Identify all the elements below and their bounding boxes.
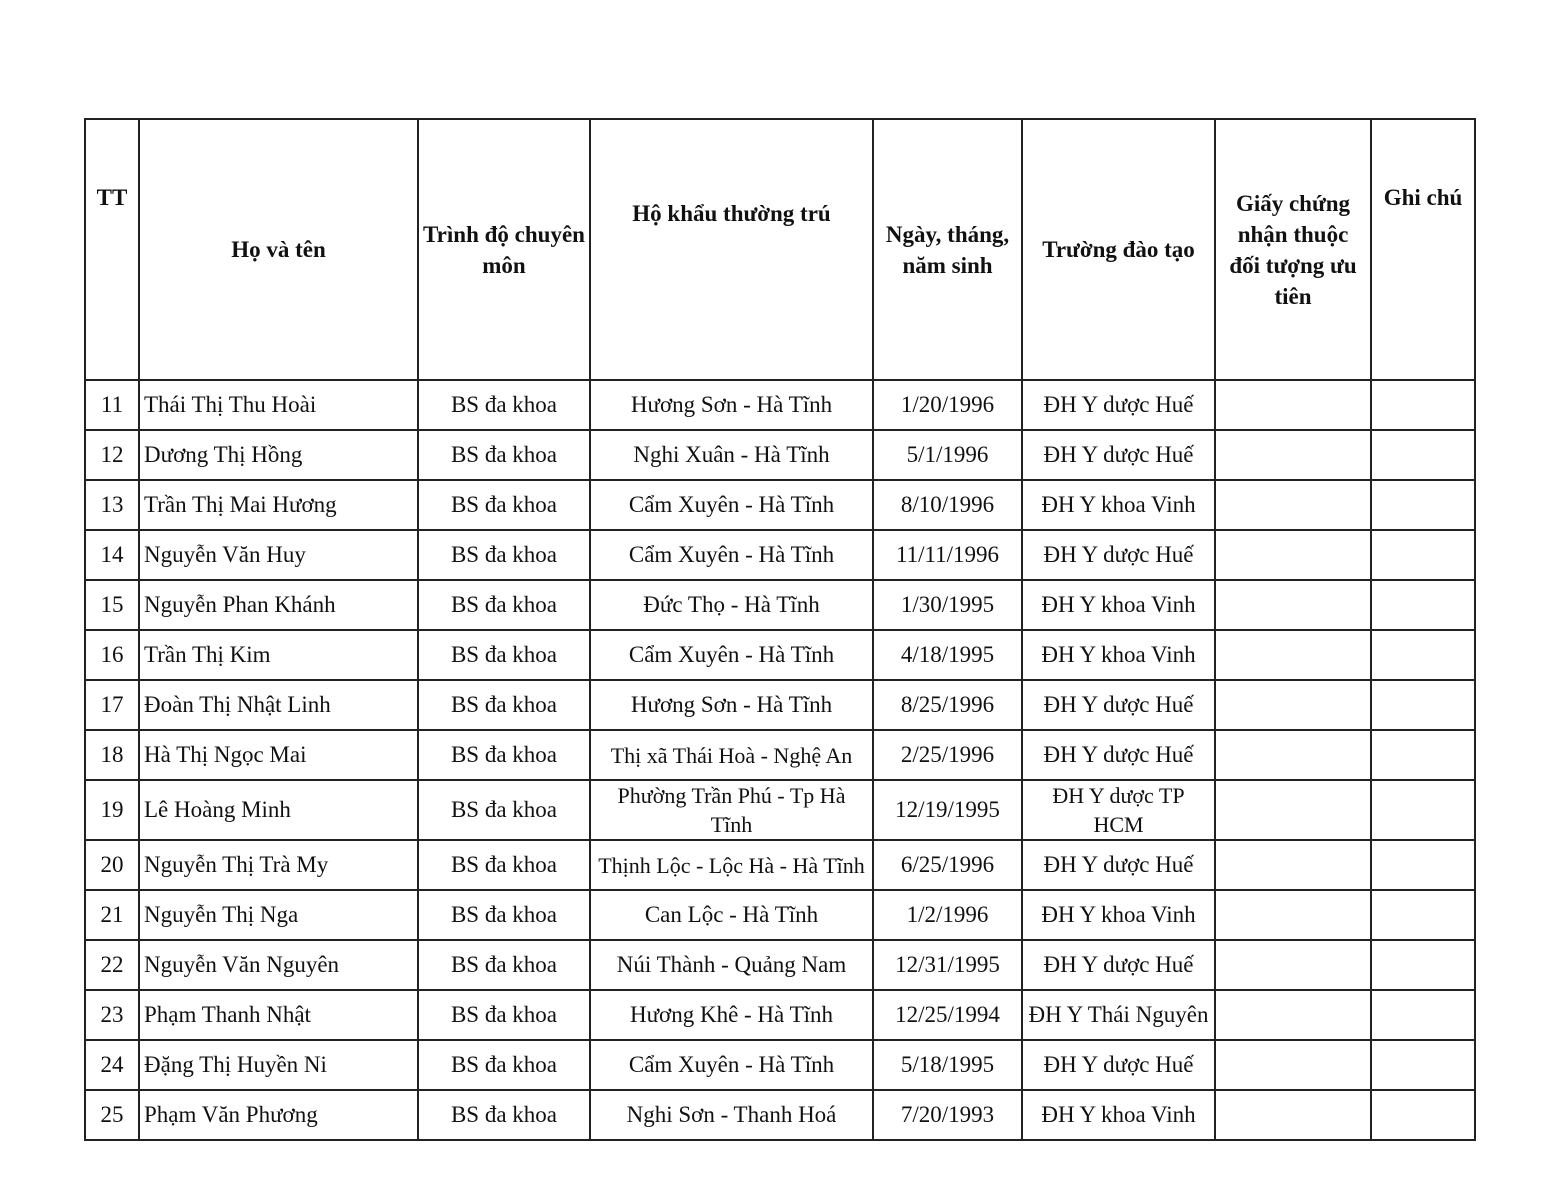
cell-school: ĐH Y dược Huế: [1022, 1040, 1215, 1090]
table-row: [85, 1040, 1475, 1090]
table-row: [85, 480, 1475, 530]
cell-dob: 1/20/1996: [873, 380, 1022, 430]
cell-note: [1371, 430, 1475, 480]
cell-school: ĐH Y khoa Vinh: [1022, 480, 1215, 530]
cell-tt: 18: [85, 730, 139, 780]
cell-dob: 4/18/1995: [873, 630, 1022, 680]
table-row: [85, 890, 1475, 940]
cell-residence: Hương Sơn - Hà Tĩnh: [590, 680, 873, 730]
cell-school: ĐH Y khoa Vinh: [1022, 890, 1215, 940]
cell-name: Lê Hoàng Minh: [139, 780, 418, 840]
cell-residence: Can Lộc - Hà Tĩnh: [590, 890, 873, 940]
cell-dob: 8/25/1996: [873, 680, 1022, 730]
cell-name: Dương Thị Hồng: [139, 430, 418, 480]
cell-dob: 12/25/1994: [873, 990, 1022, 1040]
cell-residence: Núi Thành - Quảng Nam: [590, 940, 873, 990]
cell-tt: 12: [85, 430, 139, 480]
cell-degree: BS đa khoa: [418, 840, 590, 890]
table-body: [85, 380, 1475, 1140]
cell-residence: Cẩm Xuyên - Hà Tĩnh: [590, 630, 873, 680]
cell-school: ĐH Y dược Huế: [1022, 840, 1215, 890]
cell-school: ĐH Y dược TP HCM: [1022, 780, 1215, 840]
cell-degree: BS đa khoa: [418, 990, 590, 1040]
cell-priority: [1215, 430, 1371, 480]
cell-tt: 24: [85, 1040, 139, 1090]
cell-dob: 2/25/1996: [873, 730, 1022, 780]
cell-degree: BS đa khoa: [418, 730, 590, 780]
header-residence: Hộ khẩu thường trú: [590, 119, 873, 380]
cell-school: ĐH Y dược Huế: [1022, 530, 1215, 580]
header-note: Ghi chú: [1371, 119, 1475, 380]
cell-priority: [1215, 580, 1371, 630]
table-row: [85, 730, 1475, 780]
cell-residence: Đức Thọ - Hà Tĩnh: [590, 580, 873, 630]
header-tt: TT: [85, 119, 139, 380]
cell-name: Trần Thị Kim: [139, 630, 418, 680]
cell-priority: [1215, 840, 1371, 890]
cell-priority: [1215, 940, 1371, 990]
cell-residence: Nghi Xuân - Hà Tĩnh: [590, 430, 873, 480]
cell-residence: Cẩm Xuyên - Hà Tĩnh: [590, 530, 873, 580]
table-row: [85, 780, 1475, 840]
cell-priority: [1215, 380, 1371, 430]
cell-name: Hà Thị Ngọc Mai: [139, 730, 418, 780]
table-row: [85, 990, 1475, 1040]
cell-dob: 12/31/1995: [873, 940, 1022, 990]
cell-name: Nguyễn Thị Nga: [139, 890, 418, 940]
header-priority: Giấy chứng nhận thuộc đối tượng ưu tiên: [1215, 119, 1371, 380]
cell-note: [1371, 1040, 1475, 1090]
cell-residence: Hương Sơn - Hà Tĩnh: [590, 380, 873, 430]
cell-residence: Cẩm Xuyên - Hà Tĩnh: [590, 480, 873, 530]
cell-school: ĐH Y dược Huế: [1022, 380, 1215, 430]
cell-degree: BS đa khoa: [418, 1090, 590, 1140]
cell-name: Nguyễn Văn Huy: [139, 530, 418, 580]
cell-residence: Nghi Sơn - Thanh Hoá: [590, 1090, 873, 1140]
cell-note: [1371, 630, 1475, 680]
cell-degree: BS đa khoa: [418, 430, 590, 480]
cell-residence: Thịnh Lộc - Lộc Hà - Hà Tĩnh: [590, 840, 873, 890]
cell-note: [1371, 990, 1475, 1040]
cell-priority: [1215, 630, 1371, 680]
cell-priority: [1215, 990, 1371, 1040]
cell-note: [1371, 580, 1475, 630]
cell-priority: [1215, 730, 1371, 780]
cell-degree: BS đa khoa: [418, 530, 590, 580]
cell-priority: [1215, 1040, 1371, 1090]
header-name: Họ và tên: [139, 119, 418, 380]
cell-note: [1371, 940, 1475, 990]
cell-note: [1371, 730, 1475, 780]
cell-note: [1371, 480, 1475, 530]
table-row: [85, 680, 1475, 730]
cell-school: ĐH Y dược Huế: [1022, 940, 1215, 990]
table-row: [85, 380, 1475, 430]
cell-degree: BS đa khoa: [418, 630, 590, 680]
cell-dob: 6/25/1996: [873, 840, 1022, 890]
cell-degree: BS đa khoa: [418, 940, 590, 990]
cell-note: [1371, 1090, 1475, 1140]
table-header: [85, 119, 1475, 380]
cell-tt: 20: [85, 840, 139, 890]
cell-name: Trần Thị Mai Hương: [139, 480, 418, 530]
cell-tt: 19: [85, 780, 139, 840]
table-row: [85, 840, 1475, 890]
cell-dob: 1/30/1995: [873, 580, 1022, 630]
cell-tt: 21: [85, 890, 139, 940]
cell-school: ĐH Y khoa Vinh: [1022, 630, 1215, 680]
cell-degree: BS đa khoa: [418, 580, 590, 630]
cell-dob: 12/19/1995: [873, 780, 1022, 840]
cell-school: ĐH Y khoa Vinh: [1022, 1090, 1215, 1140]
cell-residence: Thị xã Thái Hoà - Nghệ An: [590, 730, 873, 780]
cell-dob: 5/1/1996: [873, 430, 1022, 480]
cell-dob: 7/20/1993: [873, 1090, 1022, 1140]
header-degree: Trình độ chuyên môn: [418, 119, 590, 380]
cell-school: ĐH Y Thái Nguyên: [1022, 990, 1215, 1040]
cell-tt: 11: [85, 380, 139, 430]
cell-name: Nguyễn Phan Khánh: [139, 580, 418, 630]
cell-dob: 8/10/1996: [873, 480, 1022, 530]
cell-name: Đoàn Thị Nhật Linh: [139, 680, 418, 730]
cell-tt: 22: [85, 940, 139, 990]
cell-note: [1371, 380, 1475, 430]
cell-tt: 15: [85, 580, 139, 630]
cell-tt: 13: [85, 480, 139, 530]
cell-degree: BS đa khoa: [418, 380, 590, 430]
cell-residence: Hương Khê - Hà Tĩnh: [590, 990, 873, 1040]
cell-name: Nguyễn Văn Nguyên: [139, 940, 418, 990]
table-row: [85, 1090, 1475, 1140]
cell-residence: Cẩm Xuyên - Hà Tĩnh: [590, 1040, 873, 1090]
cell-tt: 16: [85, 630, 139, 680]
cell-degree: BS đa khoa: [418, 1040, 590, 1090]
cell-dob: 5/18/1995: [873, 1040, 1022, 1090]
table-row: [85, 630, 1475, 680]
cell-degree: BS đa khoa: [418, 480, 590, 530]
cell-degree: BS đa khoa: [418, 890, 590, 940]
cell-tt: 14: [85, 530, 139, 580]
table-row: [85, 430, 1475, 480]
cell-note: [1371, 840, 1475, 890]
cell-school: ĐH Y khoa Vinh: [1022, 580, 1215, 630]
cell-note: [1371, 530, 1475, 580]
cell-priority: [1215, 480, 1371, 530]
table-row: [85, 530, 1475, 580]
header-row: [85, 119, 1475, 380]
cell-school: ĐH Y dược Huế: [1022, 430, 1215, 480]
cell-tt: 23: [85, 990, 139, 1040]
cell-name: Nguyễn Thị Trà My: [139, 840, 418, 890]
cell-degree: BS đa khoa: [418, 780, 590, 840]
cell-dob: 1/2/1996: [873, 890, 1022, 940]
cell-priority: [1215, 1090, 1371, 1140]
cell-name: Phạm Văn Phương: [139, 1090, 418, 1140]
cell-priority: [1215, 890, 1371, 940]
table-row: [85, 580, 1475, 630]
cell-priority: [1215, 680, 1371, 730]
cell-tt: 17: [85, 680, 139, 730]
cell-residence: Phường Trần Phú - Tp Hà Tĩnh: [590, 780, 873, 840]
cell-name: Đặng Thị Huyền Ni: [139, 1040, 418, 1090]
cell-priority: [1215, 780, 1371, 840]
table-row: [85, 940, 1475, 990]
cell-dob: 11/11/1996: [873, 530, 1022, 580]
cell-name: Thái Thị Thu Hoài: [139, 380, 418, 430]
cell-note: [1371, 680, 1475, 730]
cell-tt: 25: [85, 1090, 139, 1140]
header-dob: Ngày, tháng, năm sinh: [873, 119, 1022, 380]
cell-note: [1371, 780, 1475, 840]
cell-degree: BS đa khoa: [418, 680, 590, 730]
cell-school: ĐH Y dược Huế: [1022, 730, 1215, 780]
candidate-table: [84, 118, 1476, 1141]
cell-note: [1371, 890, 1475, 940]
cell-priority: [1215, 530, 1371, 580]
cell-name: Phạm Thanh Nhật: [139, 990, 418, 1040]
header-school: Trường đào tạo: [1022, 119, 1215, 380]
cell-school: ĐH Y dược Huế: [1022, 680, 1215, 730]
